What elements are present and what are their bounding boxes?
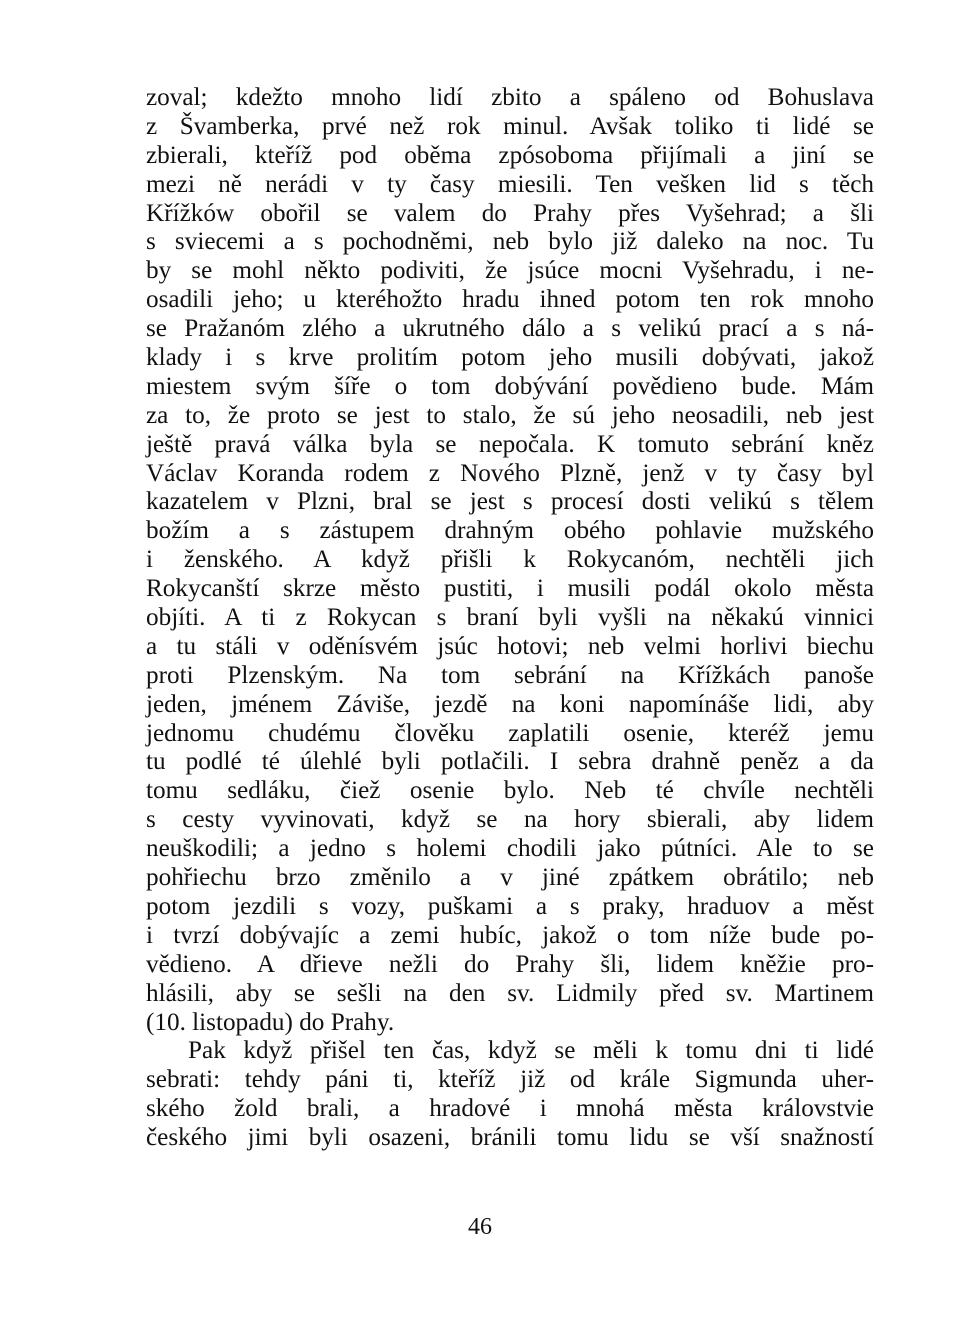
text-line: klady i s krve prolitím potom jeho musili dobývati, jakož [146,344,874,372]
text-line: proti Plzenským. Na tom sebrání na Křížkách panoše [146,661,874,689]
text-line: zoval; kdežto mnoho lidí zbito a spáleno od Bohuslava [146,84,874,111]
body-text [146,84,874,1153]
text-line: se Pražanóm zlého a ukrutného dálo a s velikú prací a s ná- [146,315,874,343]
text-line: za to, že proto se jest to stalo, že sú jeho neosadili, neb jest [146,401,874,429]
text-line: sebrati: tehdy páni ti, kteříž již od krále Sigmunda uher- [146,1066,874,1094]
text-line: a tu stáli v oděnísvém jsúc hotovi; neb velmi horlivi biechu [146,632,874,660]
text-line: Pak když přišel ten čas, když se měli k tomu dni ti lidé [188,1037,874,1065]
text-line: Křížków obořil se valem do Prahy přes Vyšehrad; a šli [146,199,874,227]
text-line: jeden, jménem Záviše, jezdě na koni napomínáše lidi, aby [146,690,874,718]
text-line: pohřiechu brzo změnilo a v jiné zpátkem obrátilo; neb [146,864,874,892]
text-line: českého jimi byli osazeni, bránili tomu lidu se vší snažností [146,1124,874,1152]
text-line: ještě pravá válka byla se nepočala. K tomuto sebrání kněz [146,430,874,458]
text-line: s sviecemi a s pochodněmi, neb bylo již daleko na noc. Tu [146,228,874,256]
text-line: Václav Koranda rodem z Nového Plzně, jenž v ty časy byl [146,459,874,487]
text-line: jednomu chudému člověku zaplatili osenie, kteréž jemu [146,719,874,747]
text-line: z Švamberka, prvé než rok minul. Avšak toliko ti lidé se [146,112,874,140]
text-line: božím a s zástupem drahným obého pohlavie mužského [146,517,874,545]
page-number: 46 [468,1214,492,1240]
text-line: ského žold brali, a hradové i mnohá města královstvie [146,1095,874,1123]
text-line: i tvrzí dobývajíc a zemi hubíc, jakož o tom níže bude po- [146,921,874,949]
text-line: potom jezdili s vozy, puškami a s praky, hraduov a měst [146,892,874,920]
text-line: zbierali, kteříž pod oběma zpósoboma přijímali a jiní se [146,141,874,169]
text-line: i ženského. A když přišli k Rokycanóm, nechtěli jich [146,546,874,574]
text-line: vědieno. A dřieve nežli do Prahy šli, lidem kněžie pro- [146,950,874,978]
text-line: tomu sedláku, čiež osenie bylo. Neb té chvíle nechtěli [146,777,874,805]
text-line: tu podlé té úlehlé byli potlačili. I sebra drahně peněz a da [146,748,874,776]
text-line: s cesty vyvinovati, když se na hory sbierali, aby lidem [146,806,874,834]
text-line: mezi ně nerádi v ty časy miesili. Ten vešken lid s těch [146,170,874,198]
text-line: neuškodili; a jedno s holemi chodili jako pútníci. Ale to se [146,835,874,863]
paragraph-2 [146,1037,874,1153]
paragraph-1 [146,84,874,1037]
text-line: (10. listopadu) do Prahy. [146,1008,395,1036]
text-line: Rokycanští skrze město pustiti, i musili podál okolo města [146,575,874,603]
text-line: miestem svým šíře o tom dobývání povědieno bude. Mám [146,372,874,400]
text-line: osadili jeho; u kteréhožto hradu ihned potom ten rok mnoho [146,286,874,314]
text-line: hlásili, aby se sešli na den sv. Lidmily před sv. Martinem [146,979,874,1007]
text-line: objíti. A ti z Rokycan s braní byli vyšli na někakú vinnici [146,604,874,632]
text-line: by se mohl někto podiviti, že jsúce mocni Vyšehradu, i ne- [146,257,874,285]
text-line: kazatelem v Plzni, bral se jest s procesí dosti velikú s tělem [146,488,874,516]
